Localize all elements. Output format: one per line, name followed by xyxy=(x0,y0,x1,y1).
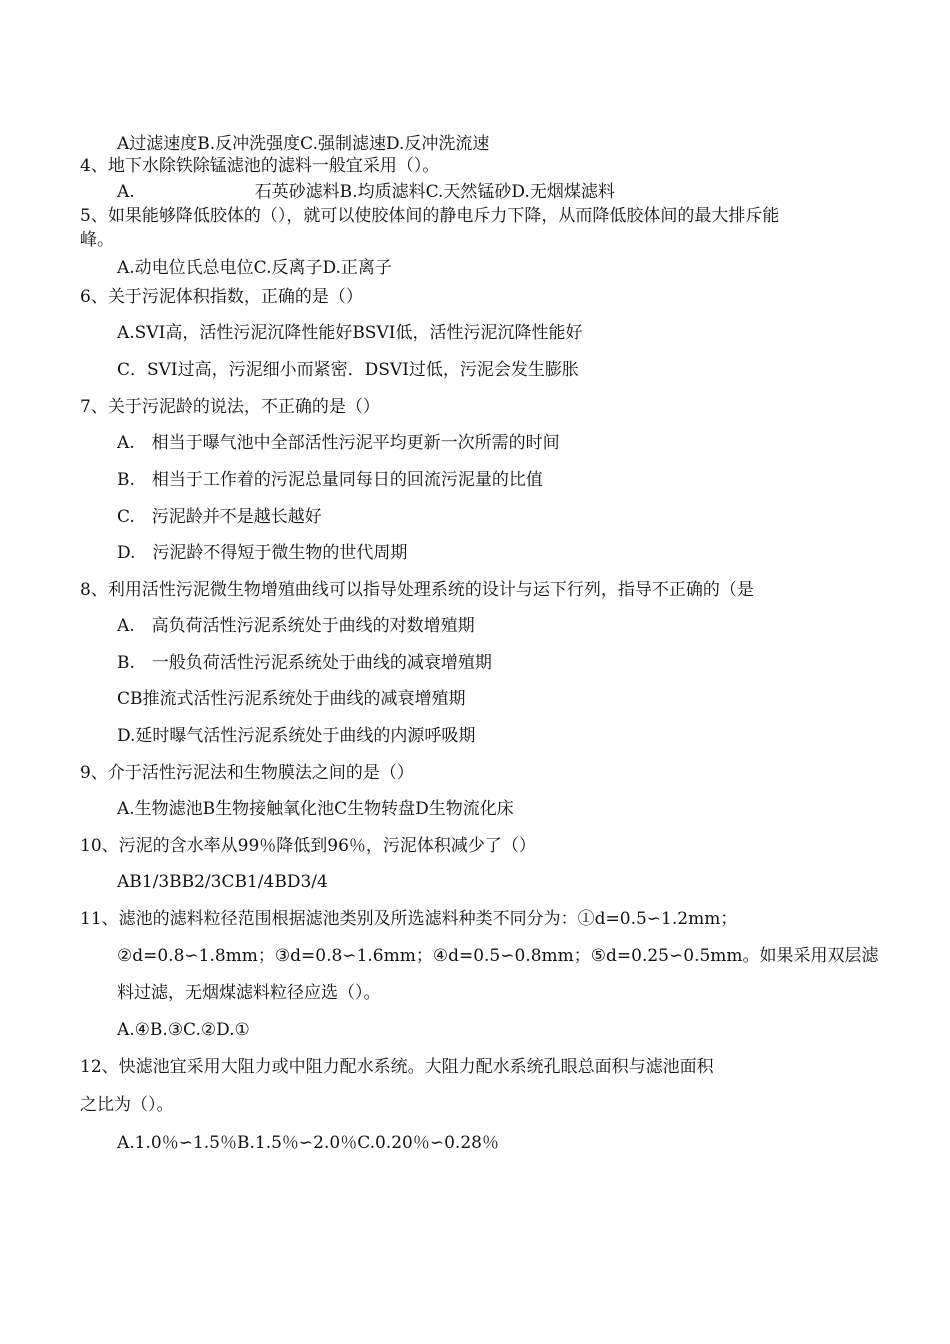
q8-option-a: A. 高负荷活性污泥系统处于曲线的对数增殖期 xyxy=(117,616,475,636)
q8-option-b: B. 一般负荷活性污泥系统处于曲线的减衰增殖期 xyxy=(117,653,492,673)
q5-stem: 5、如果能够降低胶体的（），就可以使胶体间的静电斥力下降，从而降低胶体间的最大排斥能 xyxy=(80,206,780,226)
q6-stem: 6、关于污泥体积指数，正确的是（） xyxy=(80,287,363,307)
q12-options: A.1.0％∽1.5％B.1.5％∽2.0％C.0.20％∽0.28％ xyxy=(117,1133,499,1153)
q8-option-d: D.延时曝气活性污泥系统处于曲线的内源呼吸期 xyxy=(117,726,476,746)
q7-option-a: A. 相当于曝气池中全部活性污泥平均更新一次所需的时间 xyxy=(117,433,560,453)
q7-option-d: D. 污泥龄不得短于微生物的世代周期 xyxy=(117,543,408,563)
q9-stem: 9、介于活性污泥法和生物膜法之间的是（） xyxy=(80,763,414,783)
q4-options xyxy=(117,181,615,203)
q11-stem-continued: ②d=0.8∽1.8mm；③d=0.8∽1.6mm；④d=0.5∽0.8mm；⑤d=0.25∽0.5mm。如果采用双层滤 xyxy=(117,946,879,966)
q10-options: AB1/3BB2/3CB1/4BD3/4 xyxy=(117,872,328,892)
q6-options-cd: C．SVI过高，污泥细小而紧密．DSVI过低，污泥会发生膨胀 xyxy=(117,360,579,380)
q4-options-text: 石英砂滤料B.均质滤料C.天然锰砂D.无烟煤滤料 xyxy=(254,182,615,202)
q7-option-c: C. 污泥龄并不是越长越好 xyxy=(117,507,322,527)
q7-option-b: B. 相当于工作着的污泥总量同每日的回流污泥量的比值 xyxy=(117,470,543,490)
q5-stem-continued: 峰。 xyxy=(80,230,114,250)
q11-stem: 11、滤池的滤料粒径范围根据滤池类别及所选滤料种类不同分为：①d=0.5∽1.2mm； xyxy=(80,909,738,929)
q5-options: A.动电位氏总电位C.反离子D.正离子 xyxy=(117,258,392,278)
q4-stem: 4、地下水除铁除锰滤池的滤料一般宜采用（）。 xyxy=(80,156,440,176)
q11-options: A.④B.③C.②D.① xyxy=(117,1020,250,1040)
q7-stem: 7、关于污泥龄的说法，不正确的是（） xyxy=(80,397,380,417)
q8-option-c: CB推流式活性污泥系统处于曲线的减衰增殖期 xyxy=(117,689,466,709)
q6-options-ab: A.SVI高，活性污泥沉降性能好BSVI低，活性污泥沉降性能好 xyxy=(117,323,583,343)
q11-stem-end: 料过滤，无烟煤滤料粒径应选（）。 xyxy=(117,983,381,1003)
q9-options: A.生物滤池B生物接触氧化池C生物转盘D生物流化床 xyxy=(117,799,514,819)
q8-stem: 8、利用活性污泥微生物增殖曲线可以指导处理系统的设计与运下行列，指导不正确的（是 xyxy=(80,580,754,600)
q4-option-a-label: A. xyxy=(117,182,135,202)
q12-stem: 12、快滤池宜采用大阻力或中阻力配水系统。大阻力配水系统孔眼总面积与滤池面积 xyxy=(80,1057,714,1077)
q10-stem: 10、污泥的含水率从99％降低到96％，污泥体积减少了（） xyxy=(80,836,536,856)
q12-stem-continued: 之比为（）。 xyxy=(80,1095,174,1115)
q3-options: A过滤速度B.反冲洗强度C.强制滤速D.反冲洗流速 xyxy=(117,134,490,154)
